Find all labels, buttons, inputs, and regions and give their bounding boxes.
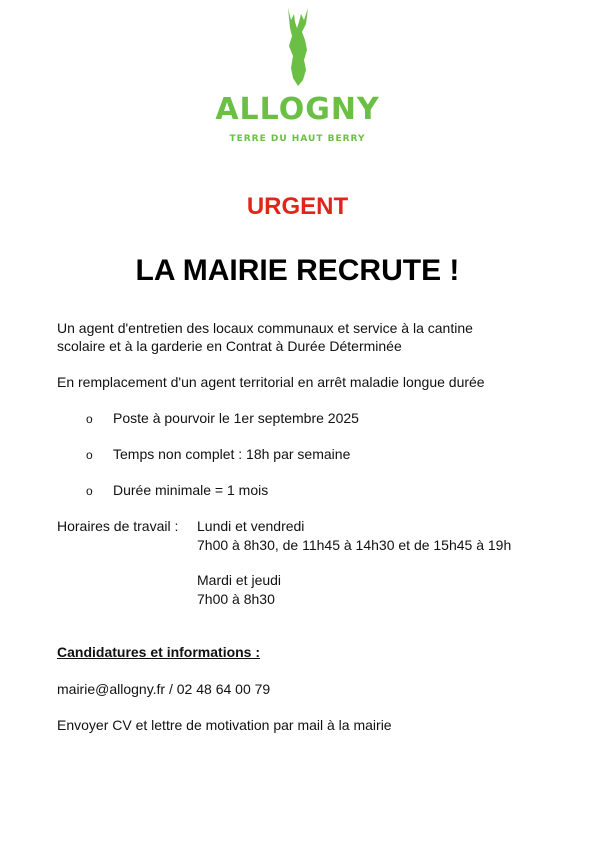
- hours-line: Lundi et vendredi: [197, 518, 305, 534]
- bullet-marker: o: [86, 448, 93, 462]
- intro-line: Un agent d'entretien des locaux communaux et service à la cantine: [57, 320, 473, 336]
- urgent-label: URGENT: [246, 193, 349, 220]
- hours-line: 7h00 à 8h30: [197, 591, 275, 607]
- list-item: [86, 445, 350, 464]
- intro-paragraph: [57, 319, 547, 355]
- applications-heading: Candidatures et informations :: [57, 644, 261, 660]
- replacement-paragraph: En remplacement d'un agent territorial en arrêt maladie longue durée: [57, 374, 485, 390]
- contact-email-phone[interactable]: mairie@allogny.fr / 02 48 64 00 79: [57, 681, 271, 697]
- logo-tagline: TERRE DU HAUT BERRY: [229, 134, 366, 144]
- list-item-text: Durée minimale = 1 mois: [113, 482, 269, 498]
- hours-line: 7h00 à 8h30, de 11h45 à 14h30 et de 15h45 à 19h: [197, 537, 512, 553]
- list-item-text: Poste à pourvoir le 1er septembre 2025: [113, 410, 359, 426]
- page-title: LA MAIRIE RECRUTE !: [135, 254, 460, 287]
- list-item: [86, 409, 359, 428]
- bullet-marker: o: [86, 412, 93, 426]
- hours-line: Mardi et jeudi: [197, 572, 282, 588]
- intro-line: scolaire et à la garderie en Contrat à Durée Déterminée: [57, 338, 402, 354]
- list-item-text: Temps non complet : 18h par semaine: [113, 446, 351, 462]
- logo-wordmark: ALLOGNY: [215, 92, 380, 127]
- stag-silhouette-icon: [278, 6, 318, 88]
- application-instructions: Envoyer CV et lettre de motivation par mail à la mairie: [57, 717, 392, 733]
- bullet-marker: o: [86, 484, 93, 498]
- allogny-logo: [180, 6, 415, 146]
- hours-label: Horaires de travail :: [57, 518, 179, 534]
- list-item: [86, 481, 268, 500]
